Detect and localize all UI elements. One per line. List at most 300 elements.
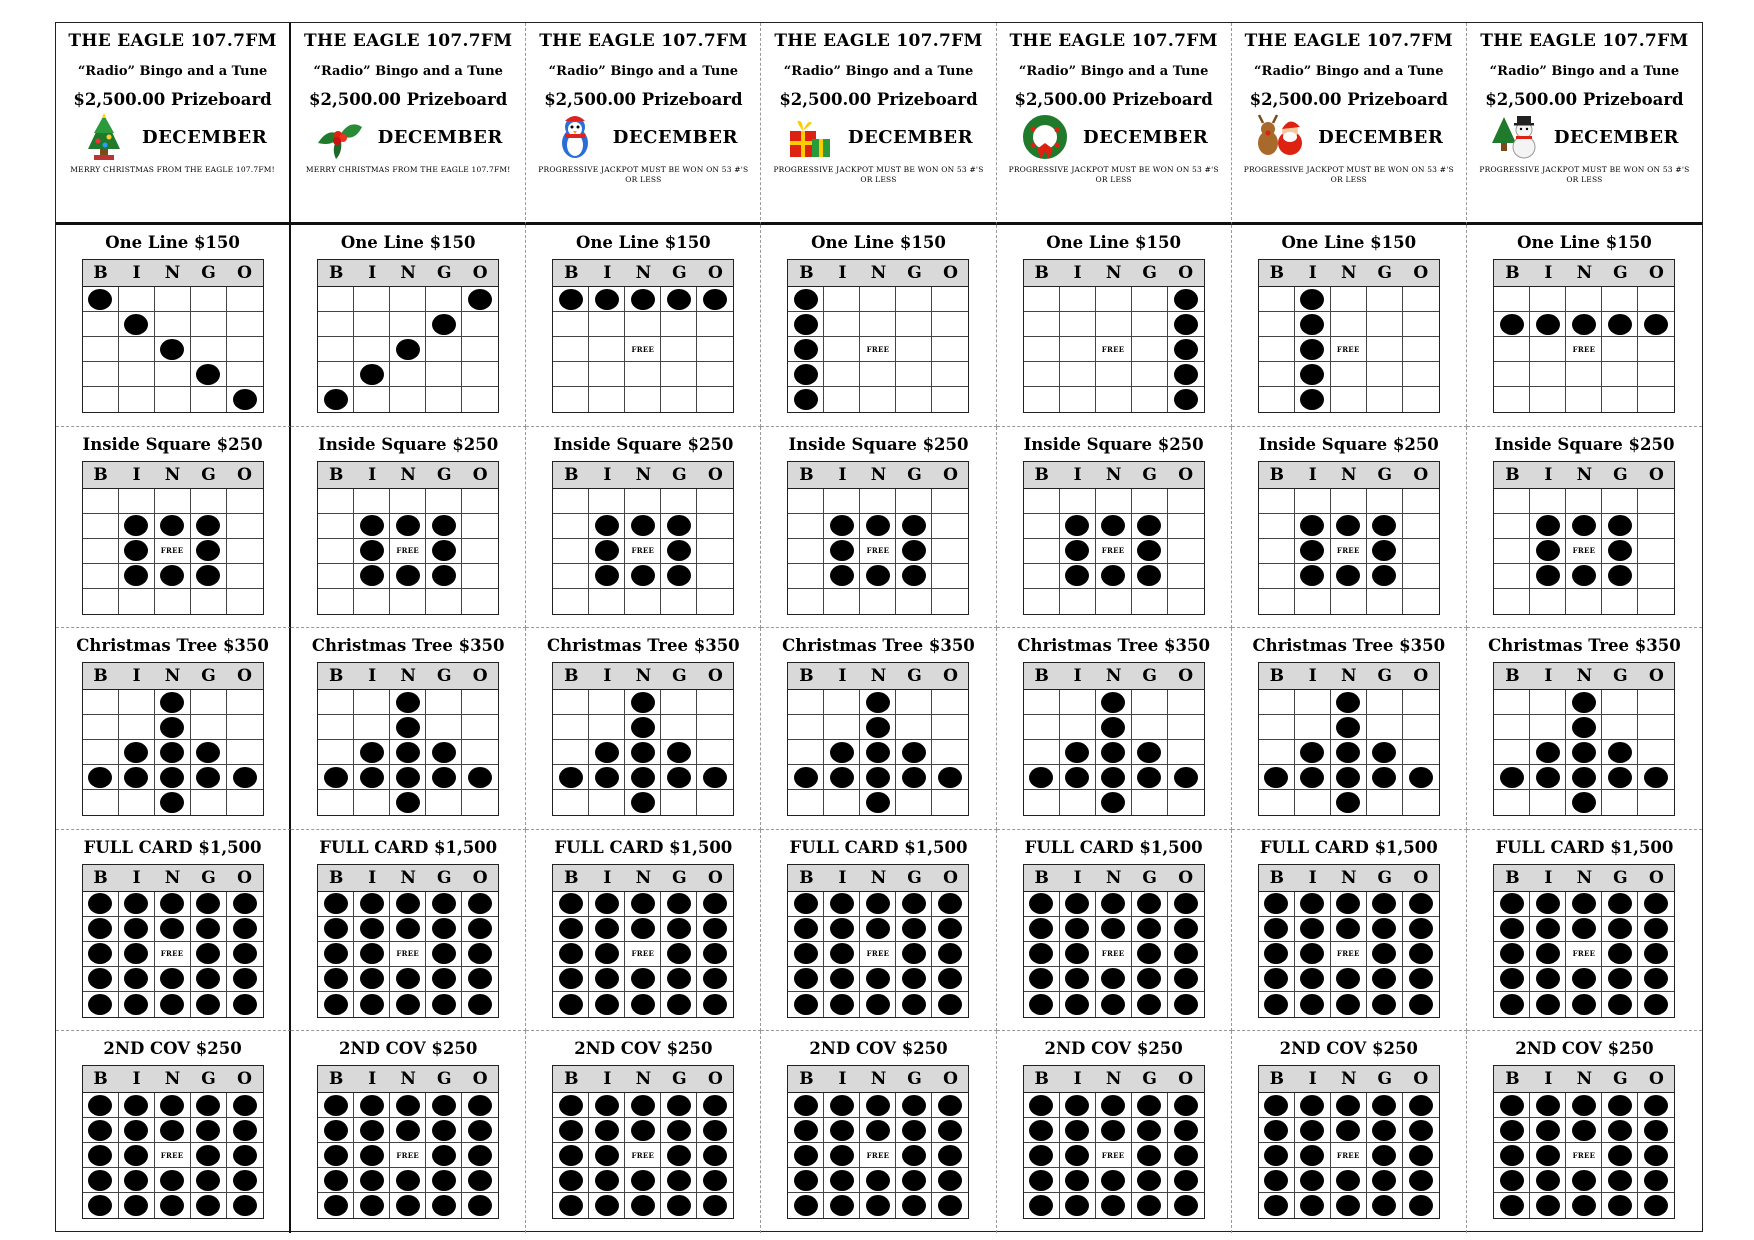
bingo-grid: [788, 690, 968, 815]
grid-square: [1096, 790, 1132, 815]
grid-square: [1096, 589, 1132, 614]
bingo-letter: I: [1308, 464, 1317, 485]
grid-square: [661, 790, 697, 815]
grid-square: [1168, 312, 1204, 337]
bingo-letters-row: [553, 865, 733, 892]
grid-square: [625, 589, 661, 614]
bingo-letter: I: [368, 867, 377, 888]
grid-square: [1024, 967, 1060, 992]
pattern-cell: [997, 1031, 1232, 1233]
grid-square: [227, 992, 263, 1017]
grid-square: [661, 967, 697, 992]
bingo-letter: N: [1105, 464, 1122, 485]
grid-square: [155, 287, 191, 312]
dauber-mark: [1065, 893, 1089, 914]
dauber-mark: [396, 1195, 420, 1216]
bingo-letter: B: [1505, 1069, 1520, 1090]
dauber-mark: [1409, 994, 1433, 1015]
dauber-mark: [1300, 994, 1324, 1015]
dauber-mark: [1174, 893, 1198, 914]
bingo-letter: N: [635, 867, 652, 888]
grid-square: [83, 1118, 119, 1143]
grid-square: [227, 715, 263, 740]
dauber-mark: [1065, 994, 1089, 1015]
bingo-board: [552, 461, 734, 615]
dauber-mark: [160, 565, 184, 586]
grid-square: [1602, 1118, 1638, 1143]
dauber-mark: [830, 893, 854, 914]
penguin-icon: [549, 113, 601, 161]
dauber-mark: [1608, 742, 1632, 763]
grid-square: [119, 539, 155, 564]
grid-square: [697, 892, 733, 917]
dauber-mark: [703, 289, 727, 310]
bingo-letter: O: [237, 666, 252, 687]
grid-square: [1295, 942, 1331, 967]
grid-square: [227, 790, 263, 815]
dauber-mark: [1300, 1170, 1324, 1191]
dauber-mark: [432, 1170, 456, 1191]
grid-square: [1132, 992, 1168, 1017]
dauber-mark: [830, 515, 854, 536]
dauber-mark: [667, 289, 691, 310]
grid-square: [1259, 790, 1295, 815]
dauber-mark: [830, 968, 854, 989]
dauber-mark: [1572, 565, 1596, 586]
grid-square: [354, 992, 390, 1017]
grid-square: [83, 489, 119, 514]
dauber-mark: [1572, 717, 1596, 738]
grid-square: [932, 942, 968, 967]
grid-square: [1024, 564, 1060, 589]
bingo-letter: B: [799, 867, 814, 888]
pattern-title: Inside Square $250: [318, 434, 499, 454]
dauber-mark: [631, 918, 655, 939]
bingo-grid: [83, 1093, 263, 1218]
dauber-mark: [1336, 515, 1360, 536]
dauber-mark: [703, 1095, 727, 1116]
bingo-letter: G: [201, 867, 216, 888]
dauber-mark: [794, 893, 818, 914]
grid-square: [1295, 1193, 1331, 1218]
bingo-letter: O: [943, 263, 958, 283]
pattern-title: 2ND COV $250: [574, 1039, 713, 1059]
dauber-mark: [559, 1145, 583, 1166]
dauber-mark: [324, 893, 348, 914]
dauber-mark: [1137, 1170, 1161, 1191]
grid-square: [1259, 1118, 1295, 1143]
bingo-letter: N: [1340, 1069, 1357, 1090]
pattern-cell: [761, 225, 996, 427]
dauber-mark: [468, 893, 492, 914]
grid-square: [1096, 387, 1132, 412]
grid-square: [318, 1118, 354, 1143]
dauber-mark: [432, 943, 456, 964]
bingo-letter: G: [1377, 464, 1393, 485]
dauber-mark: [233, 1170, 257, 1191]
dauber-mark: [830, 565, 854, 586]
dauber-mark: [1029, 943, 1053, 964]
grid-square: [1494, 892, 1530, 917]
dauber-mark: [1500, 1145, 1524, 1166]
pattern-title: 2ND COV $250: [103, 1039, 242, 1059]
dauber-mark: [595, 540, 619, 561]
grid-square: [227, 917, 263, 942]
dauber-mark: [794, 1095, 818, 1116]
dauber-mark: [938, 1120, 962, 1141]
grid-square: [1566, 1118, 1602, 1143]
dauber-mark: [938, 918, 962, 939]
bingo-letter: B: [329, 867, 344, 888]
bingo-board: [82, 259, 264, 413]
grid-square: [625, 715, 661, 740]
dauber-mark: [902, 767, 926, 788]
grid-square: [390, 1093, 426, 1118]
grid-square: [318, 1168, 354, 1193]
bingo-letter: B: [93, 464, 108, 485]
bingo-grid: [788, 489, 968, 614]
grid-square: [83, 1193, 119, 1218]
dauber-mark: [902, 994, 926, 1015]
bingo-board: [787, 259, 969, 413]
grid-square: [1096, 1168, 1132, 1193]
dauber-mark: [1029, 918, 1053, 939]
dauber-mark: [794, 767, 818, 788]
dauber-mark: [468, 1095, 492, 1116]
dauber-mark: [1644, 918, 1668, 939]
grid-square: [119, 1093, 155, 1118]
grid-square: [1096, 740, 1132, 765]
dauber-mark: [667, 1145, 691, 1166]
grid-square: [354, 1168, 390, 1193]
grid-square: [1403, 715, 1439, 740]
dauber-mark: [396, 767, 420, 788]
grid-square: [462, 312, 498, 337]
dauber-mark: [468, 1145, 492, 1166]
grid-square: [896, 967, 932, 992]
grid-square: [426, 740, 462, 765]
grid-square: [155, 1168, 191, 1193]
grid-square: [1060, 287, 1096, 312]
grid-square: [1295, 690, 1331, 715]
grid-square: [191, 387, 227, 412]
pattern-cell: [291, 1031, 526, 1233]
grid-square: [191, 312, 227, 337]
grid-square: [462, 539, 498, 564]
grid-square: [1168, 337, 1204, 362]
bingo-letter: B: [1034, 666, 1049, 687]
grid-square: [1403, 287, 1439, 312]
grid-square: [1168, 1143, 1204, 1168]
grid-square: [191, 1193, 227, 1218]
dauber-mark: [324, 1145, 348, 1166]
grid-square: [697, 690, 733, 715]
dauber-mark: [1174, 767, 1198, 788]
dauber-mark: [866, 515, 890, 536]
grid-square: [227, 489, 263, 514]
grid-square: [896, 992, 932, 1017]
grid-square: [896, 740, 932, 765]
pattern-title: One Line $150: [340, 233, 476, 252]
grid-square: [553, 765, 589, 790]
dauber-mark: [432, 893, 456, 914]
grid-square: [932, 1168, 968, 1193]
grid-square: [1494, 539, 1530, 564]
dauber-mark: [938, 893, 962, 914]
grid-square: [462, 287, 498, 312]
card-note: PROGRESSIVE JACKPOT MUST BE WON ON 53 #'S OR LESS: [1008, 165, 1219, 184]
dauber-mark: [1644, 1145, 1668, 1166]
grid-square: [155, 765, 191, 790]
dauber-mark: [1608, 918, 1632, 939]
dauber-mark: [938, 994, 962, 1015]
grid-square: [426, 337, 462, 362]
grid-square: [661, 1118, 697, 1143]
pattern-title: One Line $150: [1517, 233, 1652, 252]
dauber-mark: [595, 289, 619, 310]
dauber-mark: [468, 1120, 492, 1141]
grid-square: [896, 539, 932, 564]
grid-square: [589, 992, 625, 1017]
dauber-mark: [396, 792, 420, 813]
grid-square: [1024, 387, 1060, 412]
grid-square: [661, 992, 697, 1017]
grid-square: [553, 564, 589, 589]
tagline: “Radio” Bingo and a Tune: [1018, 64, 1209, 79]
grid-square: [1494, 942, 1530, 967]
dauber-mark: [1174, 943, 1198, 964]
bingo-board: [787, 1065, 969, 1219]
grid-square: [1638, 514, 1674, 539]
grid-square: [1295, 1093, 1331, 1118]
grid-square: [932, 1143, 968, 1168]
bingo-letter: O: [472, 1069, 488, 1090]
grid-square: [119, 1143, 155, 1168]
grid-square: [83, 690, 119, 715]
grid-square: [1602, 790, 1638, 815]
free-space-label: FREE: [160, 949, 184, 959]
dauber-mark: [794, 339, 818, 360]
grid-square: [1168, 715, 1204, 740]
grid-square: [1132, 740, 1168, 765]
grid-square: [354, 589, 390, 614]
grid-square: [824, 387, 860, 412]
dauber-mark: [160, 1095, 184, 1116]
dauber-mark: [1644, 943, 1668, 964]
grid-square: [589, 690, 625, 715]
grid-square: [625, 917, 661, 942]
grid-square: [390, 790, 426, 815]
dauber-mark: [396, 994, 420, 1015]
grid-square: [625, 362, 661, 387]
grid-square: [1367, 690, 1403, 715]
grid-square: [860, 740, 896, 765]
dauber-mark: [88, 994, 112, 1015]
dauber-mark: [595, 515, 619, 536]
dauber-mark: [1500, 994, 1524, 1015]
dauber-mark: [233, 968, 257, 989]
pattern-cell: [291, 628, 526, 830]
bingo-letter: G: [201, 464, 216, 485]
grid-square: [119, 942, 155, 967]
grid-square: [1494, 1143, 1530, 1168]
grid-square: [390, 1118, 426, 1143]
dauber-mark: [703, 767, 727, 788]
grid-square: [227, 287, 263, 312]
grid-square: [390, 1193, 426, 1218]
dauber-mark: [396, 565, 420, 586]
grid-square: [1602, 1143, 1638, 1168]
dauber-mark: [88, 1145, 112, 1166]
grid-square: [354, 539, 390, 564]
dauber-mark: [1644, 1095, 1668, 1116]
dauber-mark: [559, 1195, 583, 1216]
grid-square: [1132, 589, 1168, 614]
bingo-letter: N: [635, 666, 652, 687]
grid-square: [227, 690, 263, 715]
grid-square: [661, 489, 697, 514]
dauber-mark: [360, 918, 384, 939]
grid-square: [1096, 690, 1132, 715]
grid-square: [788, 967, 824, 992]
grid-square: [553, 539, 589, 564]
dauber-mark: [1174, 389, 1198, 410]
grid-square: [788, 387, 824, 412]
grid-square: [553, 589, 589, 614]
bingo-letter: N: [870, 263, 887, 283]
dauber-mark: [1608, 314, 1632, 335]
grid-square: [625, 489, 661, 514]
bingo-letter: O: [1178, 1069, 1194, 1090]
grid-square: [1060, 715, 1096, 740]
grid-square: [1096, 539, 1132, 564]
bingo-grid: [1494, 1093, 1674, 1218]
bingo-letter: I: [1544, 666, 1553, 687]
bingo-letters-row: [788, 865, 968, 892]
dauber-mark: [595, 1145, 619, 1166]
grid-square: [1494, 564, 1530, 589]
dauber-mark: [1536, 1195, 1560, 1216]
grid-square: [860, 489, 896, 514]
grid-square: [1060, 564, 1096, 589]
month-label: DECEMBER: [1083, 126, 1209, 148]
bingo-letters-row: [1494, 462, 1674, 489]
dauber-mark: [1536, 893, 1560, 914]
grid-square: [1530, 1193, 1566, 1218]
grid-square: [1566, 564, 1602, 589]
pattern-cell: [997, 225, 1232, 427]
dauber-mark: [830, 1170, 854, 1191]
grid-square: [83, 715, 119, 740]
grid-square: [661, 539, 697, 564]
grid-square: [155, 917, 191, 942]
dauber-mark: [559, 943, 583, 964]
dauber-mark: [88, 968, 112, 989]
grid-square: [1367, 942, 1403, 967]
grid-square: [426, 992, 462, 1017]
bingo-grid: [553, 892, 733, 1017]
grid-square: [1566, 942, 1602, 967]
grid-square: [83, 362, 119, 387]
grid-square: [191, 564, 227, 589]
grid-square: [1096, 892, 1132, 917]
bingo-letter: G: [672, 666, 687, 687]
grid-square: [697, 312, 733, 337]
dauber-mark: [1372, 1195, 1396, 1216]
dauber-mark: [667, 515, 691, 536]
grid-square: [155, 690, 191, 715]
free-space-label: FREE: [631, 344, 655, 354]
dauber-mark: [1029, 893, 1053, 914]
grid-square: [932, 514, 968, 539]
bingo-letter: N: [1576, 666, 1593, 687]
grid-square: [462, 942, 498, 967]
grid-square: [1024, 287, 1060, 312]
grid-square: [1638, 362, 1674, 387]
grid-square: [426, 312, 462, 337]
grid-square: [788, 765, 824, 790]
dauber-mark: [324, 767, 348, 788]
bingo-grid: [1024, 690, 1204, 815]
dauber-mark: [432, 565, 456, 586]
grid-square: [625, 1168, 661, 1193]
dauber-mark: [902, 565, 926, 586]
dauber-mark: [196, 742, 220, 763]
bingo-letter: N: [870, 1069, 887, 1090]
dauber-mark: [938, 1145, 962, 1166]
pattern-cell: [1232, 628, 1467, 830]
bingo-letter: N: [164, 263, 181, 283]
dauber-mark: [1536, 968, 1560, 989]
grid-square: [155, 589, 191, 614]
grid-square: [155, 1193, 191, 1218]
bingo-letter: O: [237, 464, 252, 485]
grid-square: [462, 967, 498, 992]
dauber-mark: [1372, 1120, 1396, 1141]
grid-square: [1530, 967, 1566, 992]
dauber-mark: [595, 1095, 619, 1116]
grid-square: [860, 337, 896, 362]
dauber-mark: [667, 943, 691, 964]
bingo-letter: N: [1576, 1069, 1593, 1090]
dauber-mark: [902, 943, 926, 964]
grid-square: [119, 514, 155, 539]
dauber-mark: [160, 692, 184, 713]
dauber-mark: [124, 767, 148, 788]
dauber-mark: [1264, 994, 1288, 1015]
grid-square: [1638, 1118, 1674, 1143]
grid-square: [1331, 765, 1367, 790]
grid-square: [1060, 489, 1096, 514]
grid-square: [1259, 992, 1295, 1017]
dauber-mark: [124, 994, 148, 1015]
bingo-board: [1023, 662, 1205, 816]
dauber-mark: [360, 1145, 384, 1166]
dauber-mark: [703, 1120, 727, 1141]
bingo-board: [552, 864, 734, 1018]
grid-square: [1024, 740, 1060, 765]
dauber-mark: [432, 1095, 456, 1116]
grid-square: [1331, 387, 1367, 412]
grid-square: [1024, 1143, 1060, 1168]
pattern-cell: [1467, 628, 1702, 830]
grid-square: [661, 1093, 697, 1118]
grid-square: [625, 740, 661, 765]
grid-square: [462, 1168, 498, 1193]
grid-square: [697, 715, 733, 740]
grid-square: [1295, 765, 1331, 790]
dauber-mark: [1644, 994, 1668, 1015]
